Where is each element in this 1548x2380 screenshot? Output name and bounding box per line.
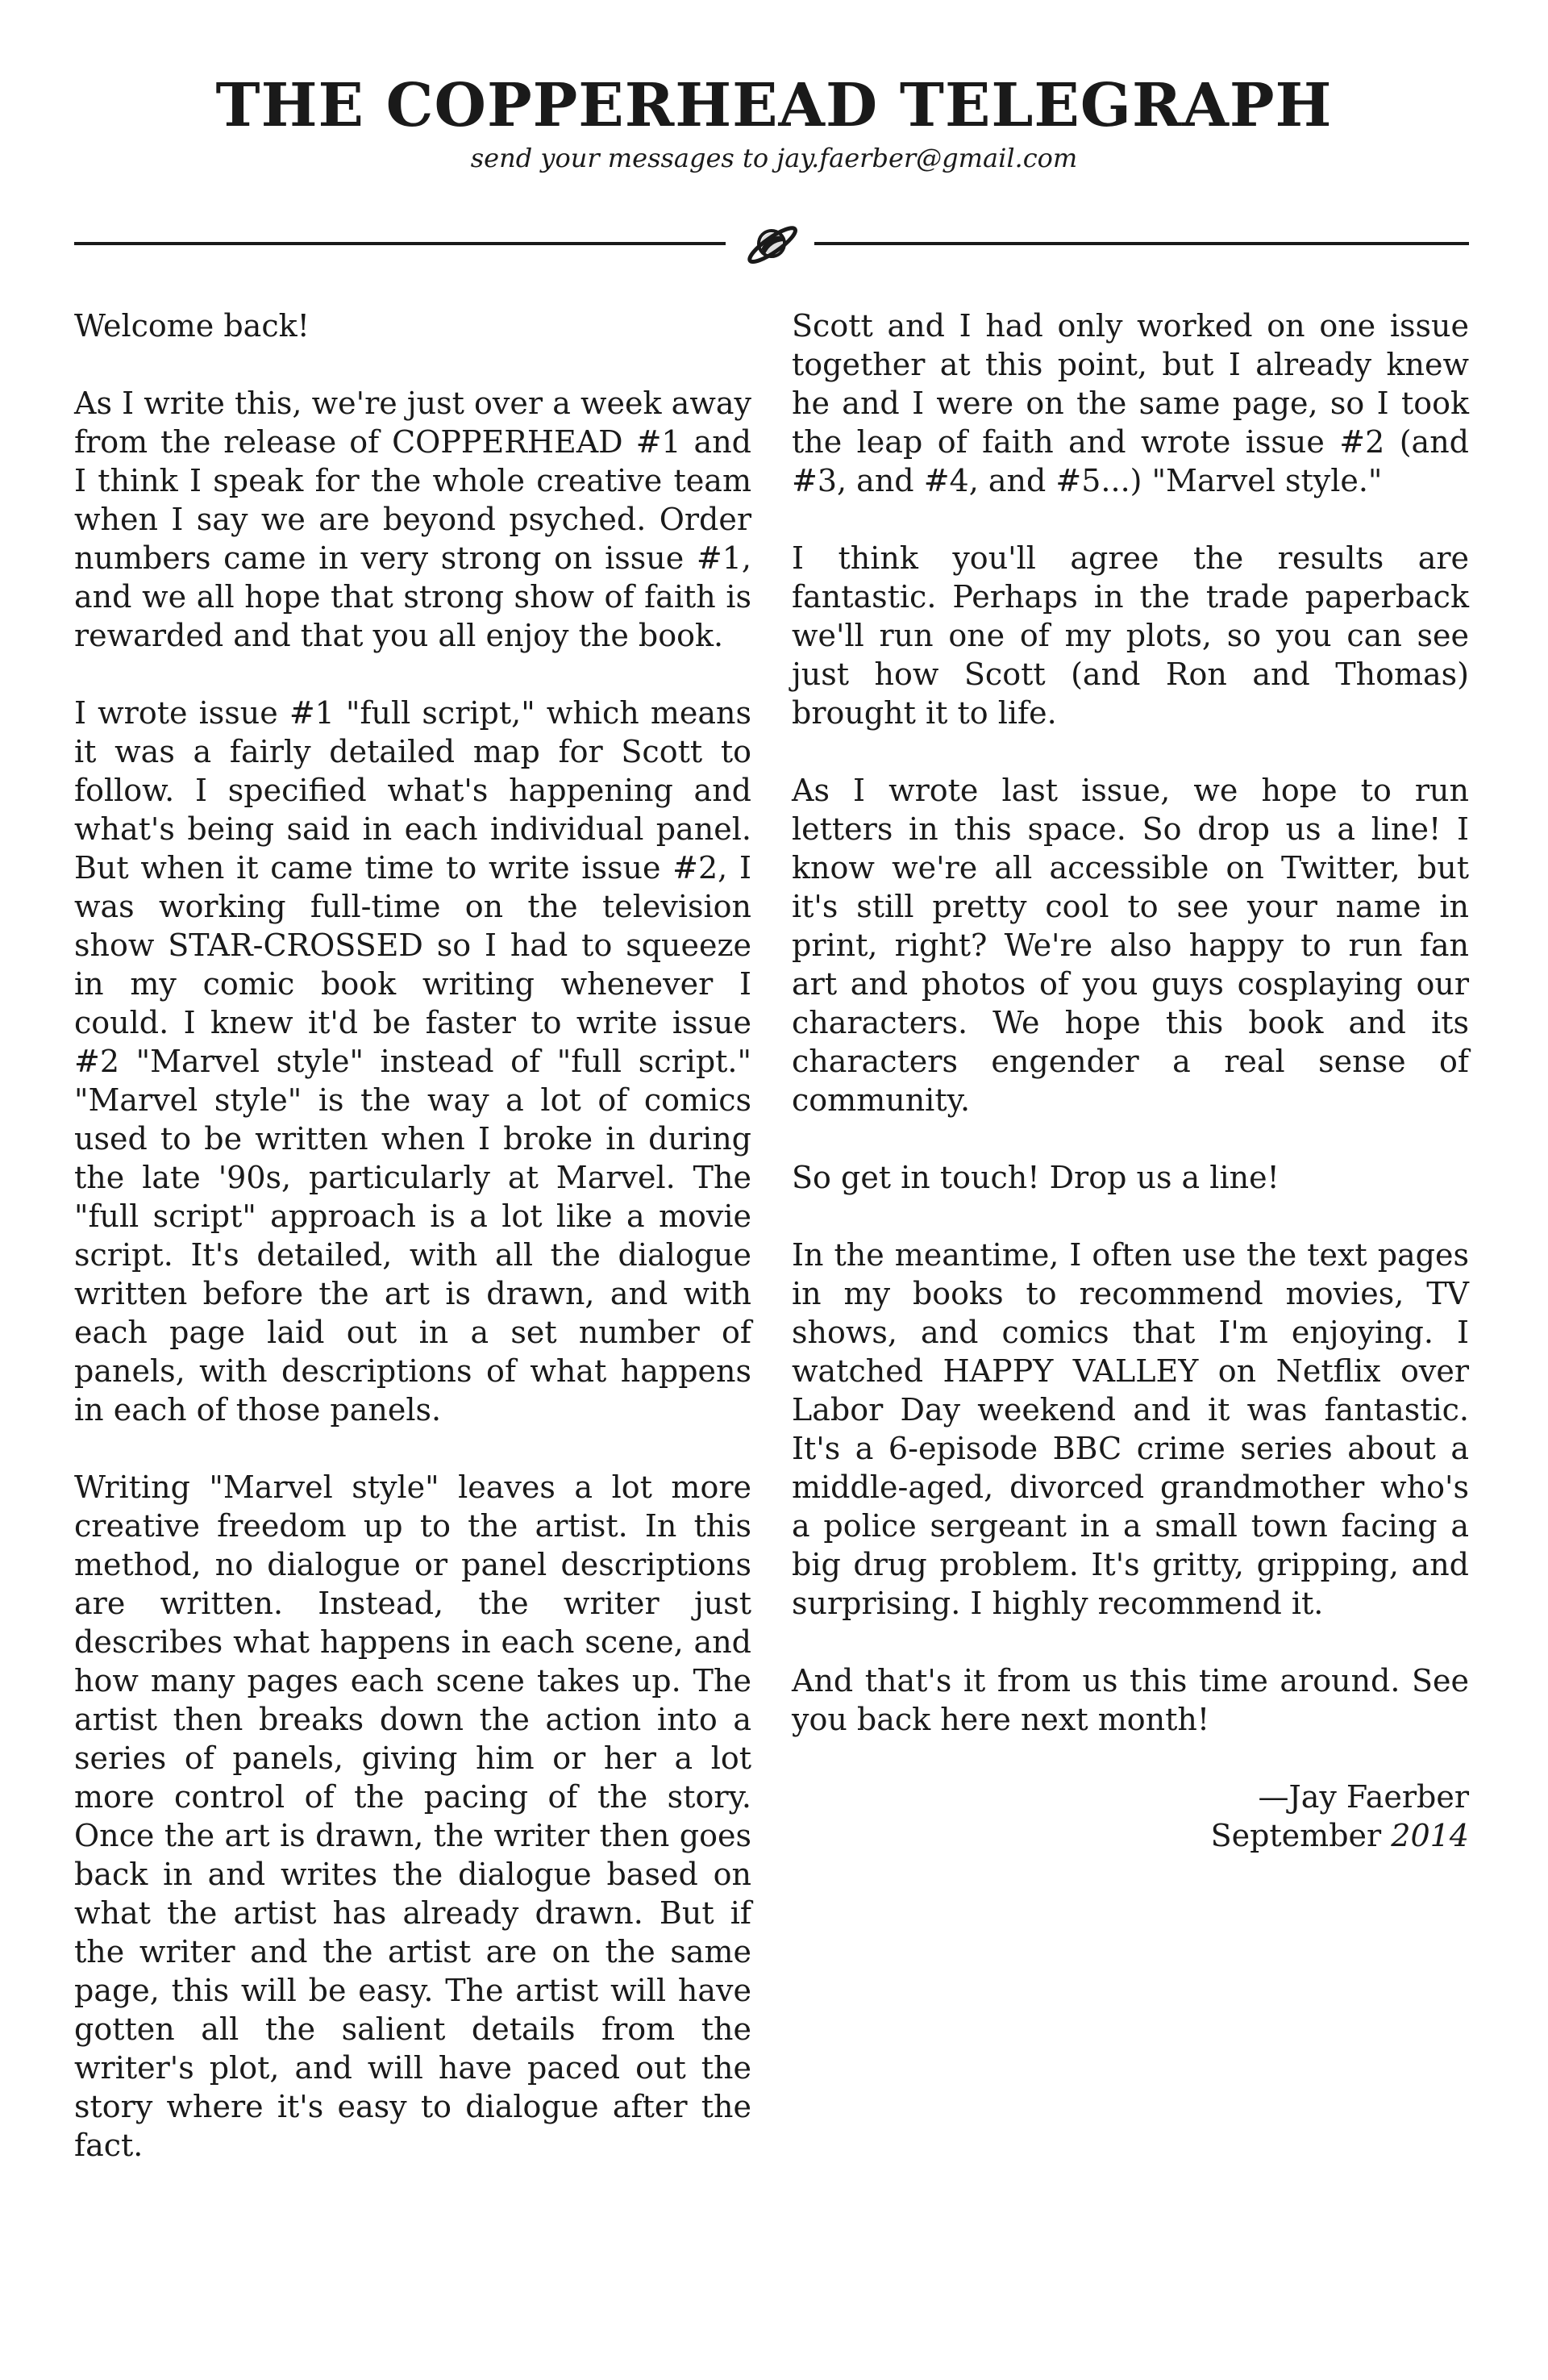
paragraph: As I write this, we're just over a week away from the release of COPPERHEAD #1 and I think I speak for the whole creative team when I say we are beyond psyched. Order numbers came in very strong on issue #1, and we all hope that strong show of faith is rewarded and that you all enjoy the book.: [74, 386, 751, 653]
page-title: THE COPPERHEAD TELEGRAPH: [215, 71, 1333, 140]
paragraph: As I wrote last issue, we hope to run letters in this space. So drop us a line! I know we're all accessible on Twitter, but it's still pretty cool to see your name in print, right? We're also happy to run fan art and photos of you guys cosplaying our characters. We hope this book and its characters engender a real sense of community.: [792, 773, 1469, 1118]
paragraph: So get in touch! Drop us a line!: [792, 1160, 1280, 1195]
paragraph: Welcome back!: [74, 308, 310, 344]
date-year: 2014: [1391, 1818, 1469, 1853]
divider-rule-right: [814, 242, 1469, 245]
date-month: September: [1210, 1818, 1382, 1853]
author-signature: —Jay Faerber: [1258, 1779, 1469, 1815]
right-column: [792, 306, 1469, 1855]
left-column: [74, 306, 751, 2203]
paragraph: In the meantime, I often use the text pages in my books to recommend movies, TV shows, and comics that I'm enjoying. I watched HAPPY VALLEY on Netflix over Labor Day weekend and it was fantastic. It's a 6-episode BBC crime series about a middle-aged, divorced grandmother who's a police sergeant in a small town facing a big drug problem. It's gritty, gripping, and surprising. I highly recommend it.: [792, 1237, 1469, 1621]
header: [0, 69, 1548, 174]
paragraph: Scott and I had only worked on one issue together at this point, but I already knew he and I were on the same page, so I took the leap of faith and wrote issue #2 (and #3, and #4, and #5...) "Marvel style.": [792, 308, 1469, 498]
contact-subtitle: send your messages to jay.faerber@gmail.com: [470, 143, 1078, 173]
signoff: [792, 1778, 1469, 1855]
planet-icon: [739, 211, 804, 276]
header-divider: [74, 211, 1469, 276]
signoff-date: [792, 1816, 1469, 1855]
paragraph: I wrote issue #1 "full script," which means it was a fairly detailed map for Scott to follow. I specified what's happening and what's being said in each individual panel. But when it came time to write issue #2, I was working full-time on the television show STAR-CROSSED so I had to squeeze in my comic book writing whenever I could. I knew it'd be faster to write issue #2 "Marvel style" instead of "full script." "Marvel style" is the way a lot of comics used to be written when I broke in during the late '90s, particularly at Marvel. The "full script" approach is a lot like a movie script. It's detailed, with all the dialogue written before the art is drawn, and with each page laid out in a set number of panels, with descriptions of what happens in each of those panels.: [74, 695, 751, 1428]
divider-rule-left: [74, 242, 726, 245]
paragraph: And that's it from us this time around. See you back here next month!: [792, 1663, 1469, 1737]
paragraph: I think you'll agree the results are fantastic. Perhaps in the trade paperback we'll run one of my plots, so you can see just how Scott (and Ron and Thomas) brought it to life.: [792, 540, 1469, 731]
paragraph: Writing "Marvel style" leaves a lot more creative freedom up to the artist. In this method, no dialogue or panel descriptions are written. Instead, the writer just describes what happens in each scene, and how many pages each scene takes up. The artist then breaks down the action into a series of panels, giving him or her a lot more control of the pacing of the story. Once the art is drawn, the writer then goes back in and writes the dialogue based on what the artist has already drawn. But if the writer and the artist are on the same page, this will be easy. The artist will have gotten all the salient details from the writer's plot, and will have paced out the story where it's easy to dialogue after the fact.: [74, 1469, 751, 2163]
